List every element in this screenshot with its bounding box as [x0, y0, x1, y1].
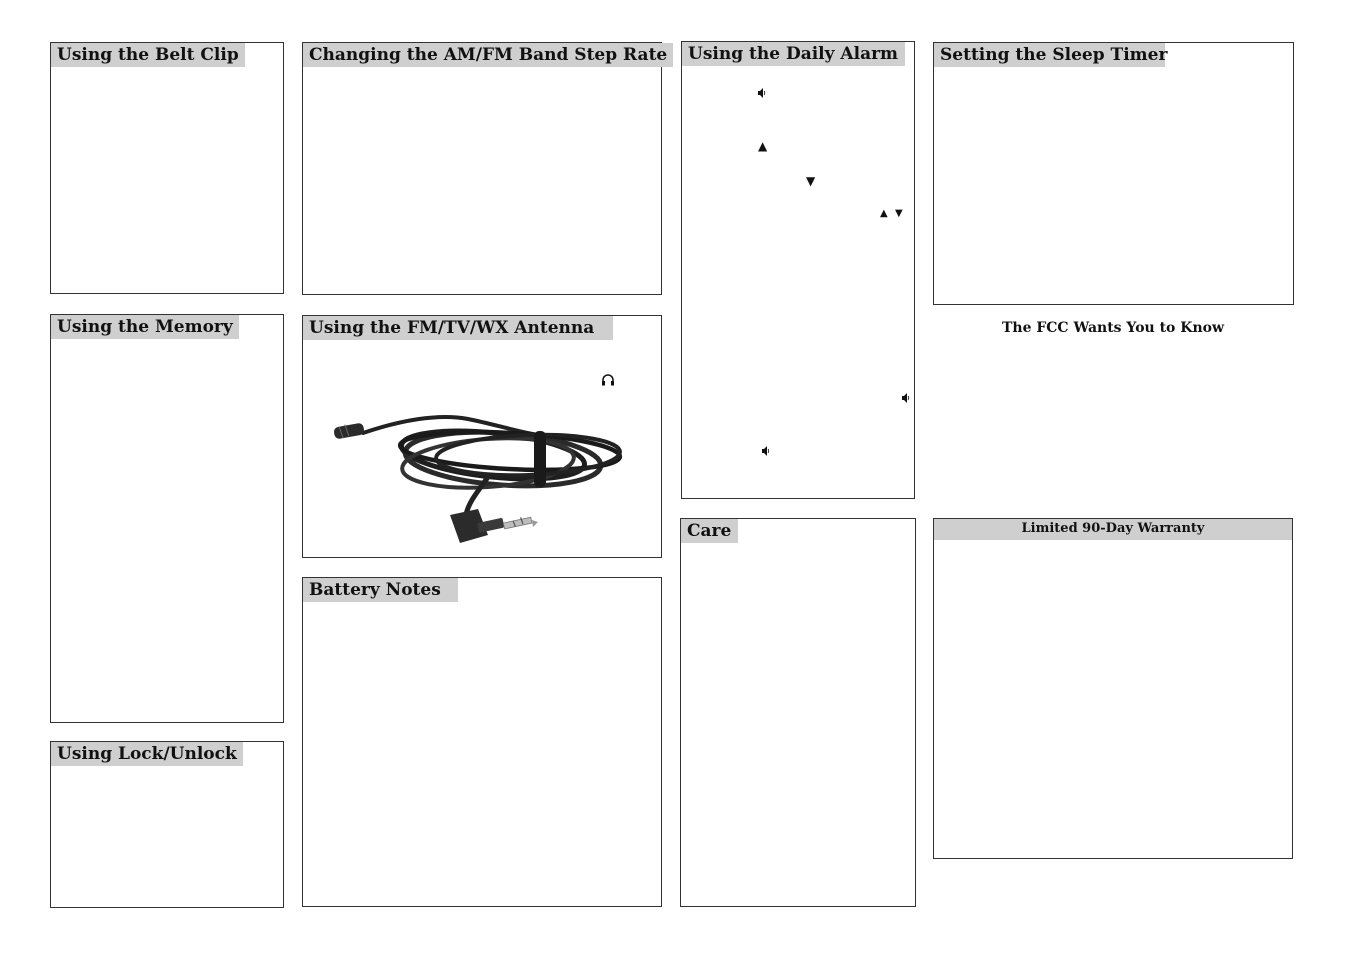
- care-section: [680, 518, 916, 907]
- band-step-section: [302, 42, 668, 295]
- down-arrow-icon: ▼: [806, 174, 816, 188]
- daily-alarm-title: Using the Daily Alarm: [682, 42, 905, 66]
- belt-clip-title: Using the Belt Clip: [51, 43, 245, 67]
- sleep-timer-title: Setting the Sleep Timer: [934, 43, 1165, 67]
- lock-unlock-title: Using Lock/Unlock: [51, 742, 243, 766]
- headphone-icon: [601, 374, 615, 386]
- sleep-timer-section: [933, 42, 1294, 305]
- up-arrow-icon: ▲: [880, 208, 888, 219]
- battery-notes-title: Battery Notes: [303, 578, 458, 602]
- lock-unlock-section: [50, 741, 284, 908]
- daily-alarm-section: [681, 41, 915, 499]
- battery-notes-section: [302, 577, 662, 907]
- fcc-heading: The FCC Wants You to Know: [1001, 320, 1225, 336]
- speaker-icon: [762, 446, 770, 456]
- speaker-icon: [758, 88, 766, 98]
- antenna-cable-image: [328, 411, 638, 556]
- belt-clip-section: [50, 42, 284, 294]
- warranty-section: [933, 518, 1293, 859]
- care-title: Care: [681, 519, 738, 543]
- antenna-section: [302, 315, 662, 558]
- down-arrow-icon: ▼: [895, 208, 903, 219]
- warranty-title: Limited 90-Day Warranty: [934, 519, 1292, 540]
- up-arrow-icon: ▲: [758, 139, 768, 153]
- speaker-icon: [902, 393, 910, 403]
- antenna-title: Using the FM/TV/WX Antenna: [303, 316, 613, 340]
- memory-section: [50, 314, 284, 723]
- memory-title: Using the Memory: [51, 315, 239, 339]
- band-step-title: Changing the AM/FM Band Step Rate: [303, 43, 673, 67]
